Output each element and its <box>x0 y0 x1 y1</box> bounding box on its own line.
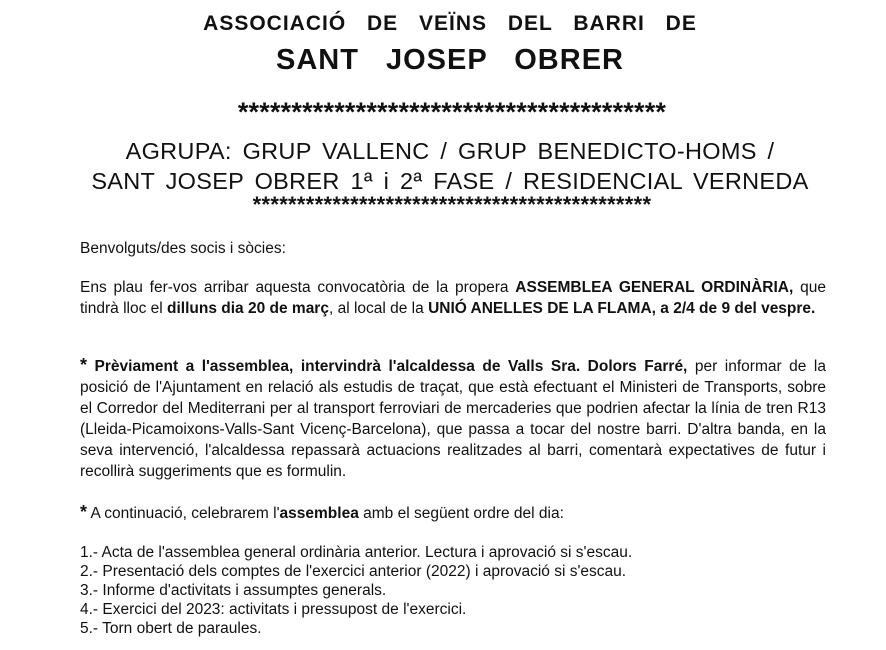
agenda-item: 3.- Informe d'activitats i assumptes generals. <box>80 582 387 599</box>
groups-heading <box>60 136 840 196</box>
agenda-item: 2.- Presentació dels comptes de l'exercici anterior (2022) i aprovació si s'escau. <box>80 563 627 580</box>
agenda-item: 4.- Exercici del 2023: activitats i pressupost de l'exercici. <box>80 601 467 618</box>
mayor-paragraph <box>80 355 826 482</box>
intro-assembly-name: ASSEMBLEA GENERAL ORDINÀRIA, <box>515 279 794 296</box>
intro-paragraph <box>80 277 826 319</box>
groups-heading-line1: AGRUPA: GRUP VALLENC / GRUP BENEDICTO-HOMS / <box>125 138 775 164</box>
intro-text-2: que tindrà lloc el <box>80 279 826 317</box>
greeting: Benvolguts/des socis i sòcies: <box>80 240 286 257</box>
continuation-paragraph <box>80 502 826 524</box>
intro-text-3: , al local de la <box>328 300 429 317</box>
continuation-assembly: assemblea <box>279 505 359 522</box>
agenda-item: 1.- Acta de l'assemblea general ordinària anterior. Lectura i aprovació si s'escau. <box>80 544 633 561</box>
association-name-line2: SANT JOSEP OBRER <box>276 44 624 76</box>
agenda-item: 5.- Torn obert de paraules. <box>80 620 262 637</box>
intro-text-1: Ens plau fer-vos arribar aquesta convocatòria de la propera <box>80 279 516 296</box>
asterisk-bullet: * <box>80 502 88 522</box>
intro-venue-time: UNIÓ ANELLES DE LA FLAMA, a 2/4 de 9 del vespre. <box>428 300 816 317</box>
intro-date: dilluns dia 20 de març <box>167 300 329 317</box>
association-name-line1: ASSOCIACIÓ DE VEÏNS DEL BARRI DE <box>203 12 697 35</box>
agenda-list <box>80 543 826 638</box>
asterisk-divider-bottom: ********************************************* <box>252 194 652 216</box>
continuation-text-1: A continuació, celebrarem l' <box>87 505 280 522</box>
groups-heading-line2: SANT JOSEP OBRER 1ª i 2ª FASE / RESIDENCIAL VERNEDA <box>91 168 809 194</box>
mayor-intro-bold: Prèviament a l'assemblea, intervindrà l'alcaldessa de Valls Sra. Dolors Farré, <box>87 358 688 375</box>
mayor-text: per informar de la posició de l'Ajuntament en relació als estudis de traçat, que està efectuant el Ministeri de Transports, sobre el Corredor del Mediterrani per al transport ferroviari de mercaderies que podrien afectar la línia de tren R13 (Lleida-Picamoixons-Valls-Sant Vicenç-Barcelona), que passa a tocar del nostre barri. D'altra banda, en la seva intervenció, l'alcaldessa repassarà actuacions realitzades al barri, comentarà expectatives de futur i recollirà suggeriments que es formulin. <box>80 358 826 480</box>
asterisk-divider-top: **************************************** <box>237 98 667 126</box>
continuation-text-2: amb el següent ordre del dia: <box>358 505 564 522</box>
asterisk-bullet: * <box>80 355 88 375</box>
